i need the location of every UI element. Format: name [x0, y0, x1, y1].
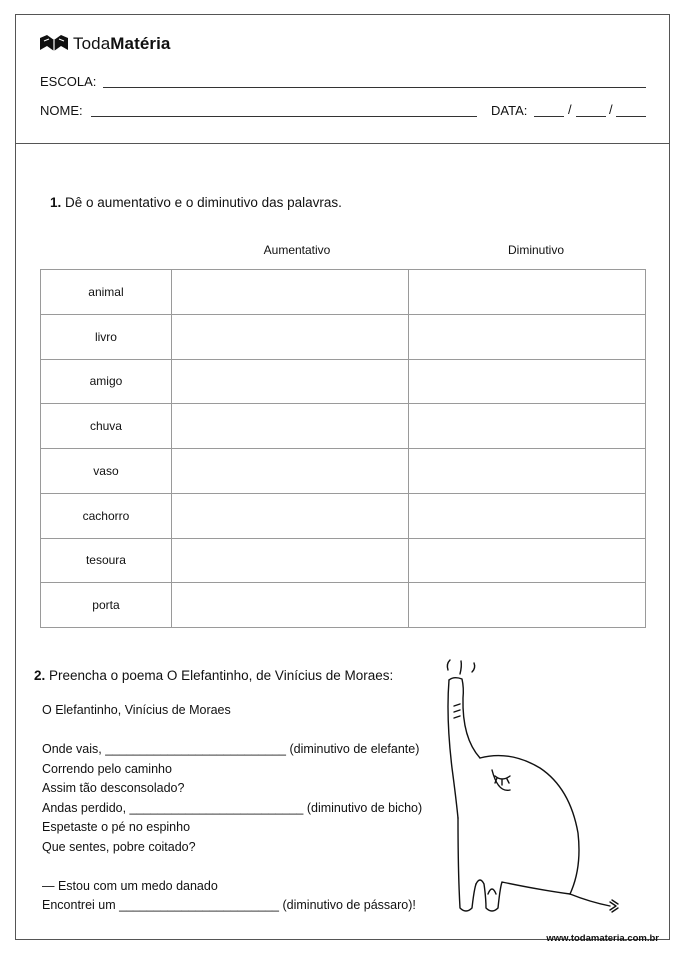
poem-line[interactable]: Andas perdido, _________________________ (diminutivo de bicho)	[42, 801, 423, 815]
table-row	[41, 404, 646, 449]
book-logo-icon	[39, 34, 69, 54]
diminutivo-answer-cell[interactable]	[408, 359, 645, 404]
school-input-line[interactable]	[103, 87, 646, 88]
table-row	[41, 583, 646, 628]
diminutivo-answer-cell[interactable]	[408, 404, 645, 449]
name-input-line[interactable]	[91, 116, 477, 117]
word-cell: tesoura	[41, 538, 172, 583]
date-separator: /	[609, 102, 613, 117]
table-row	[41, 270, 646, 315]
poem-line[interactable]: Onde vais, __________________________ (diminutivo de elefante)	[42, 742, 420, 756]
aumentativo-answer-cell[interactable]	[171, 538, 408, 583]
table-row	[41, 449, 646, 494]
word-cell: cachorro	[41, 493, 172, 538]
poem-line: Que sentes, pobre coitado?	[42, 840, 196, 854]
poem-line: Assim tão desconsolado?	[42, 781, 185, 795]
diminutivo-answer-cell[interactable]	[408, 314, 645, 359]
aumentativo-answer-cell[interactable]	[171, 270, 408, 315]
table-row	[41, 314, 646, 359]
date-month-line[interactable]	[576, 116, 606, 117]
aumentativo-answer-cell[interactable]	[171, 359, 408, 404]
aumentativo-answer-cell[interactable]	[171, 583, 408, 628]
word-cell: livro	[41, 314, 172, 359]
column-header-aumentativo: Aumentativo	[263, 243, 331, 257]
footer-url: www.todamateria.com.br	[546, 933, 659, 944]
aumentativo-answer-cell[interactable]	[171, 449, 408, 494]
question-1-title: 1. Dê o aumentativo e o diminutivo das palavras.	[50, 195, 342, 210]
poem-line: Espetaste o pé no espinho	[42, 820, 191, 834]
poem-line: — Estou com um medo danado	[42, 879, 218, 893]
table-row	[41, 359, 646, 404]
aumentativo-answer-cell[interactable]	[171, 314, 408, 359]
logo	[39, 34, 171, 54]
poem-line: Correndo pelo caminho	[42, 762, 172, 776]
diminutivo-answer-cell[interactable]	[408, 493, 645, 538]
date-separator: /	[568, 102, 572, 117]
diminutivo-answer-cell[interactable]	[408, 449, 645, 494]
date-label: DATA:	[491, 103, 528, 118]
poem-line[interactable]: Encontrei um _______________________ (diminutivo de pássaro)!	[42, 898, 416, 912]
aumentativo-answer-cell[interactable]	[171, 404, 408, 449]
date-year-line[interactable]	[616, 116, 646, 117]
word-cell: chuva	[41, 404, 172, 449]
word-cell: amigo	[41, 359, 172, 404]
diminutivo-answer-cell[interactable]	[408, 270, 645, 315]
school-label: ESCOLA:	[40, 74, 97, 89]
elephant-illustration	[440, 658, 630, 918]
table-row	[41, 538, 646, 583]
question-2-title: 2. Preencha o poema O Elefantinho, de Vinícius de Moraes:	[34, 668, 394, 683]
words-table	[40, 269, 646, 628]
diminutivo-answer-cell[interactable]	[408, 538, 645, 583]
logo-wordmark: TodaMatéria	[73, 34, 171, 53]
name-label: NOME:	[40, 103, 83, 118]
word-cell: animal	[41, 270, 172, 315]
diminutivo-answer-cell[interactable]	[408, 583, 645, 628]
column-header-diminutivo: Diminutivo	[507, 243, 564, 257]
poem-title: O Elefantinho, Vinícius de Moraes	[42, 703, 231, 717]
header-divider	[15, 143, 670, 144]
word-cell: vaso	[41, 449, 172, 494]
word-cell: porta	[41, 583, 172, 628]
table-row	[41, 493, 646, 538]
date-day-line[interactable]	[534, 116, 564, 117]
aumentativo-answer-cell[interactable]	[171, 493, 408, 538]
